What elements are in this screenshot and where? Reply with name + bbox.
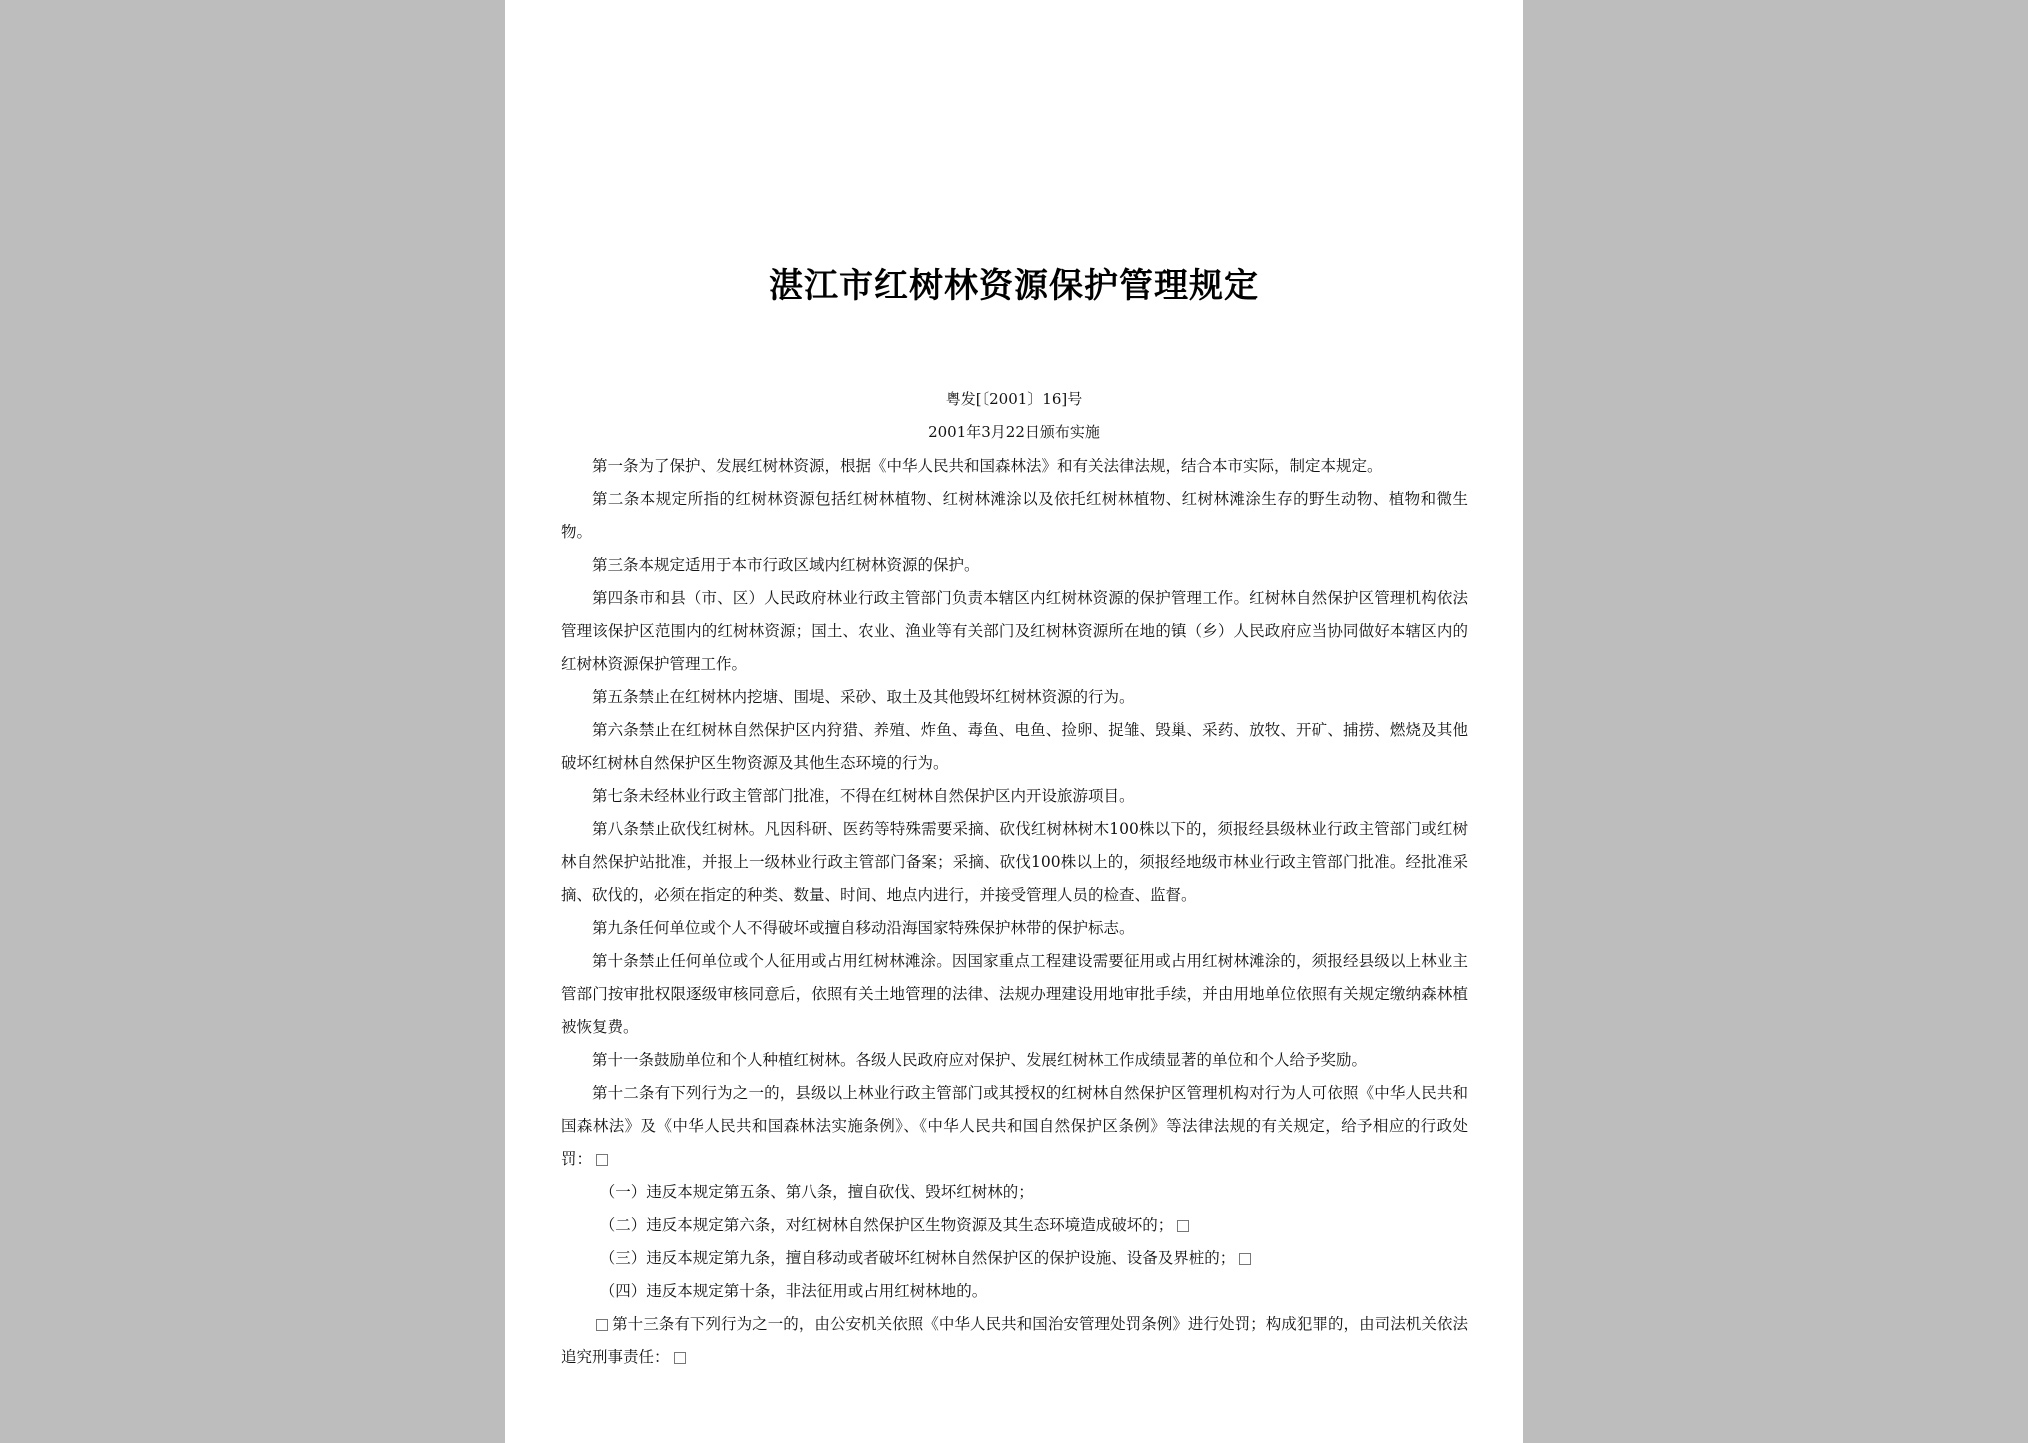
placeholder-box-icon	[674, 1352, 686, 1364]
article-3: 第三条本规定适用于本市行政区域内红树林资源的保护。	[592, 556, 980, 574]
document-page	[505, 0, 1523, 1443]
article-12-item-3	[561, 1242, 1468, 1275]
article-12-item-2	[561, 1209, 1468, 1242]
placeholder-box-icon	[596, 1319, 608, 1331]
issue-date: 2001年3月22日颁布实施	[928, 423, 1100, 441]
document-title: 湛江市红树林资源保护管理规定	[769, 266, 1259, 306]
article-5: 第五条禁止在红树林内挖塘、围堤、采砂、取土及其他毁坏红树林资源的行为。	[592, 688, 1135, 706]
article-11: 第十一条鼓励单位和个人种植红树林。各级人民政府应对保护、发展红树林工作成绩显著的单位和个人给予奖励。	[592, 1051, 1368, 1069]
document-number: 粤发[〔2001〕16]号	[945, 390, 1083, 408]
article-13	[561, 1308, 1468, 1374]
article-13-text: 第十三条有下列行为之一的，由公安机关依照《中华人民共和国治安管理处罚条例》进行处罚；构成犯罪的，由司法机关依法追究刑事责任：	[561, 1315, 1468, 1366]
article-1: 第一条为了保护、发展红树林资源，根据《中华人民共和国森林法》和有关法律法规，结合本市实际，制定本规定。	[592, 457, 1383, 475]
article-6: 第六条禁止在红树林自然保护区内狩猎、养殖、炸鱼、毒鱼、电鱼、捡卵、捉雏、毁巢、采药、放牧、开矿、捕捞、燃烧及其他破坏红树林自然保护区生物资源及其他生态环境的行为。	[561, 721, 1468, 772]
article-12	[561, 1077, 1468, 1176]
article-12-item-3-text: （三）违反本规定第九条，擅自移动或者破坏红树林自然保护区的保护设施、设备及界桩的；	[599, 1249, 1236, 1267]
placeholder-box-icon	[1239, 1253, 1251, 1265]
article-12-item-2-text: （二）违反本规定第六条，对红树林自然保护区生物资源及其生态环境造成破坏的；	[599, 1216, 1174, 1234]
placeholder-box-icon	[596, 1154, 608, 1166]
article-8: 第八条禁止砍伐红树林。凡因科研、医药等特殊需要采摘、砍伐红树林树木100株以下的，须报经县级林业行政主管部门或红树林自然保护站批准，并报上一级林业行政主管部门备案；采摘、砍伐100株以上的，须报经地级市林业行政主管部门批准。经批准采摘、砍伐的，必须在指定的种类、数量、时间、地点内进行，并接受管理人员的检查、监督。	[561, 820, 1468, 904]
article-4: 第四条市和县（市、区）人民政府林业行政主管部门负责本辖区内红树林资源的保护管理工作。红树林自然保护区管理机构依法管理该保护区范围内的红树林资源；国土、农业、渔业等有关部门及红树林资源所在地的镇（乡）人民政府应当协同做好本辖区内的红树林资源保护管理工作。	[561, 589, 1468, 673]
article-12-text: 第十二条有下列行为之一的，县级以上林业行政主管部门或其授权的红树林自然保护区管理机构对行为人可依照《中华人民共和国森林法》及《中华人民共和国森林法实施条例》、《中华人民共和国自然保护区条例》等法律法规的有关规定，给予相应的行政处罚：	[561, 1084, 1468, 1168]
article-12-item-4: （四）违反本规定第十条，非法征用或占用红树林地的。	[599, 1282, 988, 1300]
document-body	[561, 450, 1468, 1374]
article-9: 第九条任何单位或个人不得破坏或擅自移动沿海国家特殊保护林带的保护标志。	[592, 919, 1135, 937]
article-12-item-1: （一）违反本规定第五条、第八条，擅自砍伐、毁坏红树林的；	[599, 1183, 1034, 1201]
article-10: 第十条禁止任何单位或个人征用或占用红树林滩涂。因国家重点工程建设需要征用或占用红树林滩涂的，须报经县级以上林业主管部门按审批权限逐级审核同意后，依照有关土地管理的法律、法规办理建设用地审批手续，并由用地单位依照有关规定缴纳森林植被恢复费。	[561, 952, 1468, 1036]
article-7: 第七条未经林业行政主管部门批准，不得在红树林自然保护区内开设旅游项目。	[592, 787, 1135, 805]
placeholder-box-icon	[1177, 1220, 1189, 1232]
article-2: 第二条本规定所指的红树林资源包括红树林植物、红树林滩涂以及依托红树林植物、红树林滩涂生存的野生动物、植物和微生物。	[561, 490, 1468, 541]
